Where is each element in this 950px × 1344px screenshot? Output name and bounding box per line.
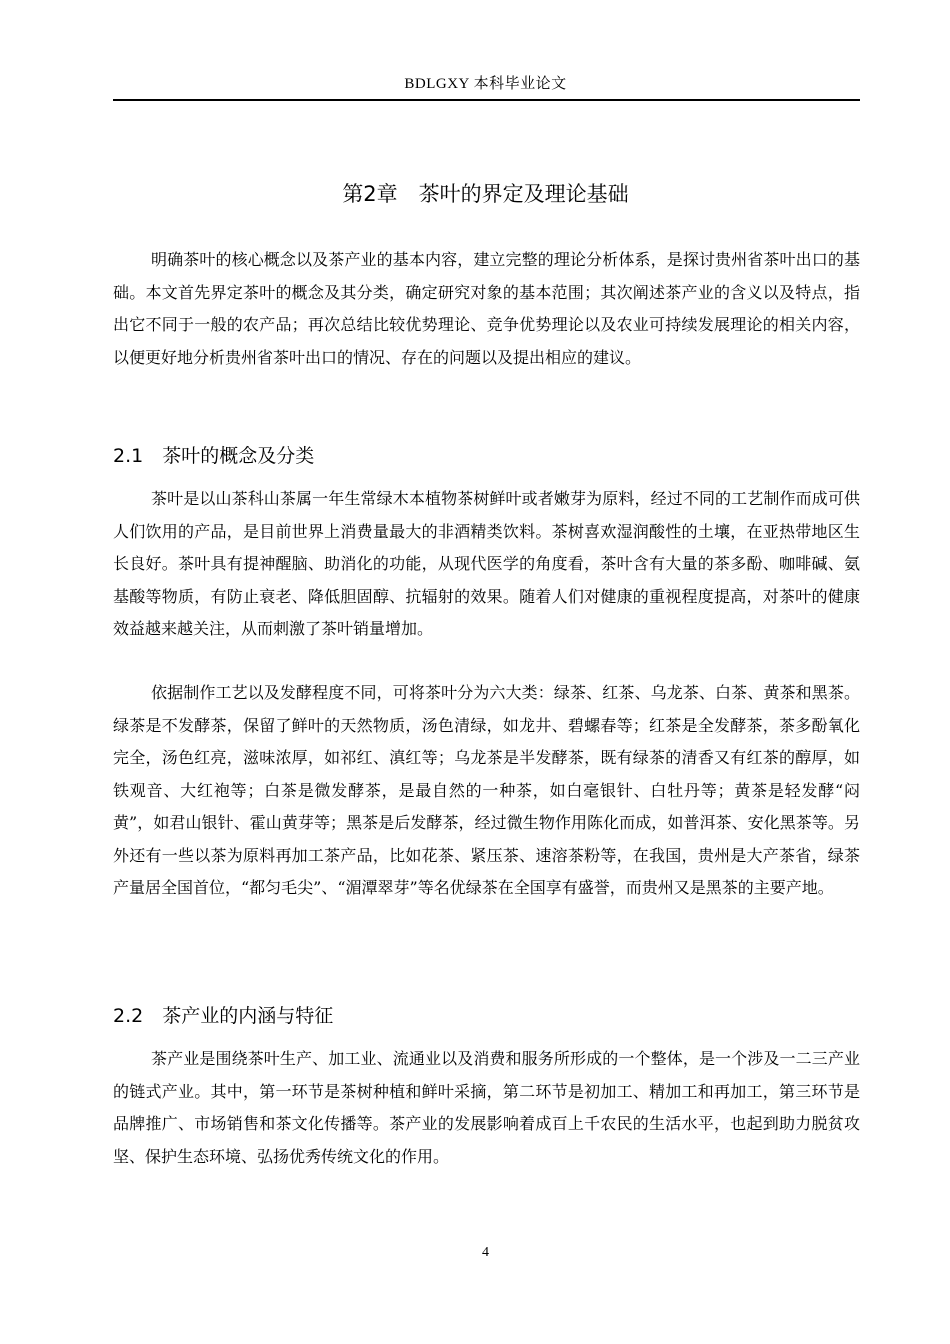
section-2-2-paragraph-1: 茶产业是围绕茶叶生产、加工业、流通业以及消费和服务所形成的一个整体，是一个涉及一二三产业的链式产业。其中，第一环节是茶树种植和鲜叶采摘，第二环节是初加工、精加工和再加工，第三环节是品牌推广、市场销售和茶文化传播等。茶产业的发展影响着成百上千农民的生活水平，也起到助力脱贫攻坚、保护生态环境、弘扬优秀传统文化的作用。	[113, 1049, 860, 1166]
section-heading-2-1: 2.1 茶叶的概念及分类	[113, 445, 315, 467]
running-header: BDLGXY 本科毕业论文	[404, 76, 567, 92]
header-rule	[113, 99, 860, 101]
section-heading-2-2: 2.2 茶产业的内涵与特征	[113, 1005, 334, 1027]
section-2-1-paragraph-1: 茶叶是以山茶科山茶属一年生常绿木本植物茶树鲜叶或者嫩芽为原料，经过不同的工艺制作而成可供人们饮用的产品，是目前世界上消费量最大的非酒精类饮料。茶树喜欢湿润酸性的土壤，在亚热带地区生长良好。茶叶具有提神醒脑、助消化的功能，从现代医学的角度看，茶叶含有大量的茶多酚、咖啡碱、氨基酸等物质，有防止衰老、降低胆固醇、抗辐射的效果。随着人们对健康的重视程度提高，对茶叶的健康效益越来越关注，从而刺激了茶叶销量增加。	[113, 489, 860, 638]
section-2-1-paragraph-2: 依据制作工艺以及发酵程度不同，可将茶叶分为六大类：绿茶、红茶、乌龙茶、白茶、黄茶和黑茶。绿茶是不发酵茶，保留了鲜叶的天然物质，汤色清绿，如龙井、碧螺春等；红茶是全发酵茶，茶多酚氧化完全，汤色红亮，滋味浓厚，如祁红、滇红等；乌龙茶是半发酵茶，既有绿茶的清香又有红茶的醇厚，如铁观音、大红袍等；白茶是微发酵茶，是最自然的一种茶，如白毫银针、白牡丹等；黄茶是轻发酵“闷黄”，如君山银针、霍山黄芽等；黑茶是后发酵茶，经过微生物作用陈化而成，如普洱茶、安化黑茶等。另外还有一些以茶为原料再加工茶产品，比如花茶、紧压茶、速溶茶粉等，在我国，贵州是大产茶省，绿茶产量居全国首位，“都匀毛尖”、“湄潭翠芽”等名优绿茶在全国享有盛誉，而贵州又是黑茶的主要产地。	[113, 683, 860, 897]
chapter-title: 第2章 茶叶的界定及理论基础	[342, 182, 629, 206]
page-number: 4	[482, 1245, 489, 1260]
intro-paragraph: 明确茶叶的核心概念以及茶产业的基本内容，建立完整的理论分析体系，是探讨贵州省茶叶出口的基础。本文首先界定茶叶的概念及其分类，确定研究对象的基本范围；其次阐述茶产业的含义以及特点，指出它不同于一般的农产品；再次总结比较优势理论、竞争优势理论以及农业可持续发展理论的相关内容，以便更好地分析贵州省茶叶出口的情况、存在的问题以及提出相应的建议。	[113, 250, 860, 367]
